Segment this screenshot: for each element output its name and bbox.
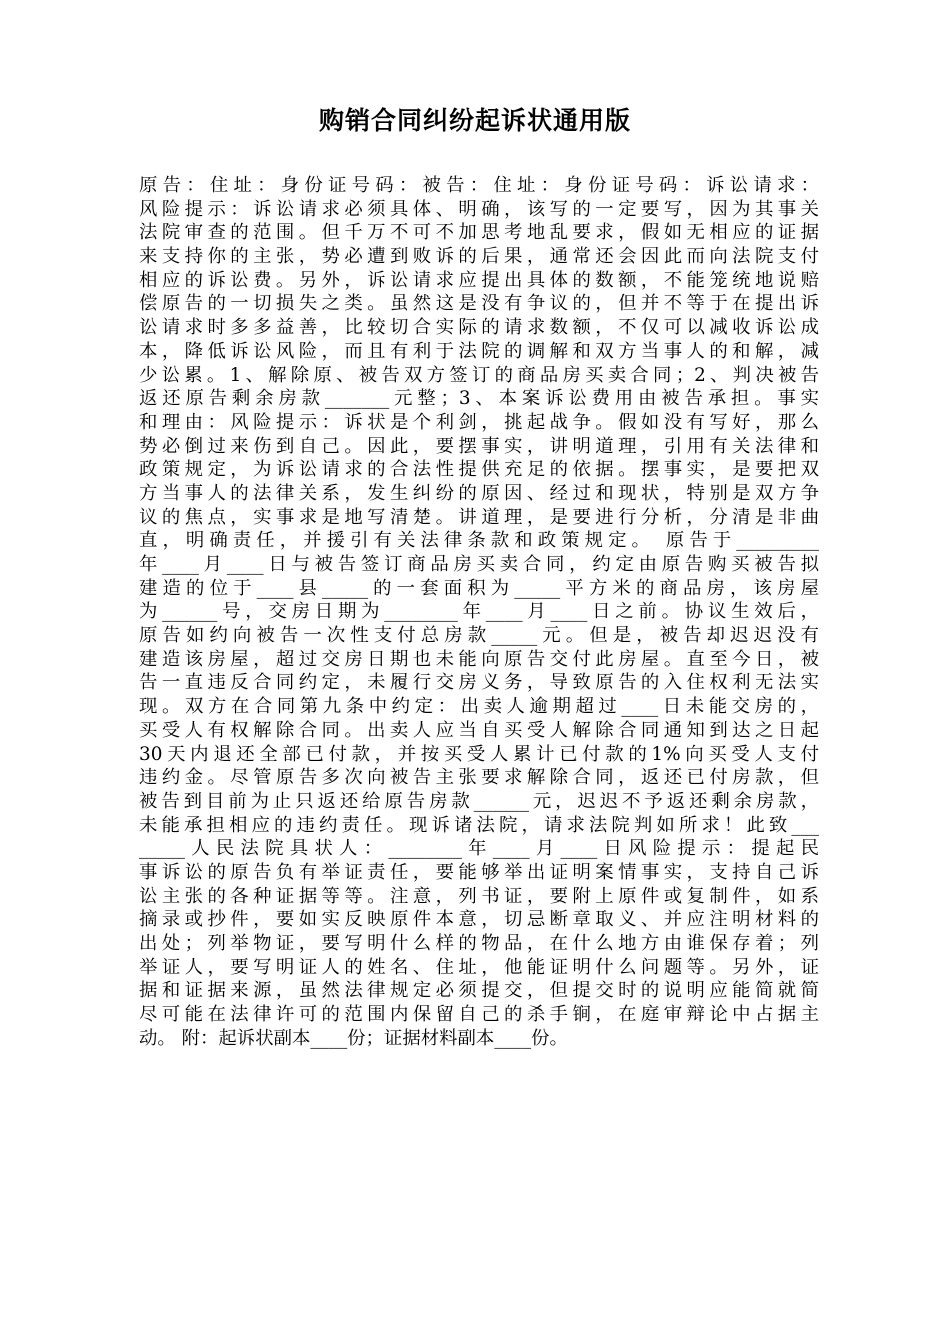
body-line: 30天内退还全部已付款，并按买受人累计已付款的1%向买受人支付 (139, 743, 819, 765)
body-line: 告一直违反合同约定，未履行交房义务，导致原告的入住权利无法实 (139, 672, 819, 694)
body-line: 举证人，要写明证人的姓名、住址，他能证明什么问题等。另外，证 (139, 956, 819, 978)
body-line: 买受人有权解除合同。出卖人应当自买受人解除合同通知到达之日起 (139, 719, 819, 741)
body-line: 讼主张的各种证据等等。注意，列书证，要附上原件或复制件，如系 (139, 885, 819, 907)
body-line: 势必倒过来伤到自己。因此，要摆事实，讲明道理，引用有关法律和 (139, 435, 819, 457)
body-line: 风险提示：诉讼请求必须具体、明确，该写的一定要写，因为其事关 (139, 198, 819, 220)
body-line: 政策规定，为诉讼请求的合法性提供充足的依据。摆事实，是要把双 (139, 459, 819, 481)
body-line: 摘录或抄件，要如实反映原件本意，切忌断章取义、并应注明材料的 (139, 909, 819, 931)
body-line: 讼请求时多多益善，比较切合实际的请求数额，不仅可以减收诉讼成 (139, 317, 819, 339)
body-line: 据和证据来源，虽然法律规定必须提交，但提交时的说明应能简就简 (139, 980, 819, 1002)
body-line: 来支持你的主张，势必遭到败诉的后果，通常还会因此而向法院支付 (139, 246, 819, 268)
body-line: 年____月____日与被告签订商品房买卖合同，约定由原告购买被告拟 (139, 554, 819, 575)
body-line: 现。双方在合同第九条中约定：出卖人逾期超过____日未能交房的， (139, 696, 819, 718)
body-line: 方当事人的法律关系，发生纠纷的原因、经过和现状，特别是双方争 (139, 482, 819, 504)
body-line: 被告到目前为止只返还给原告房款______元，迟迟不予返还剩余房款， (139, 790, 819, 812)
body-line: 法院审查的范围。但千万不可不加思考地乱要求，假如无相应的证据 (139, 222, 819, 244)
body-line: 动。 附：起诉状副本____份；证据材料副本____份。 (139, 1027, 568, 1049)
body-line: 尽可能在法律许可的范围内保留自己的杀手锏，在庭审辩论中占据主 (139, 1004, 819, 1026)
body-line: 违约金。尽管原告多次向被告主张要求解除合同，返还已付房款，但 (139, 767, 819, 789)
body-line: 建造的位于____县_____的一套面积为_____平方米的商品房，该房屋 (139, 577, 819, 599)
body-line: 返还原告剩余房款_______元整；3、本案诉讼费用由被告承担。事实 (139, 388, 819, 410)
document-title: 购销合同纠纷起诉状通用版 (318, 106, 631, 135)
body-line: 少讼累。1、解除原、被告双方签订的商品房买卖合同；2、判决被告 (139, 364, 819, 386)
body-line: 和理由：风险提示：诉状是个利剑，挑起战争。假如没有写好，那么 (139, 411, 819, 433)
body-line: 原告如约向被告一次性支付总房款_____元。但是，被告却迟迟没有 (139, 625, 819, 647)
body-line: 出处；列举物证，要写明什么样的物品，在什么地方由谁保存着；列 (139, 933, 819, 954)
body-line: 议的焦点，实事求是地写清楚。讲道理，是要进行分析，分清是非曲 (139, 506, 819, 528)
body-line: _____人民法院具状人：________年____月____日风险提示：提起民 (139, 838, 819, 860)
body-line: 本，降低诉讼风险，而且有利于法院的调解和双方当事人的和解，减 (139, 340, 819, 362)
body-line: 直，明确责任，并援引有关法律条款和政策规定。 原告于_________ (139, 530, 819, 552)
body-line: 未能承担相应的违约责任。现诉诸法院，请求法院判如所求！此致___ (139, 814, 819, 836)
body-line: 原告：住址：身份证号码：被告：住址：身份证号码：诉讼请求： (139, 175, 819, 196)
body-line: 相应的诉讼费。另外，诉讼请求应提出具体的数额，不能笼统地说赔 (139, 269, 819, 291)
body-line: 偿原告的一切损失之类。虽然这是没有争议的，但并不等于在提出诉 (139, 293, 819, 315)
body-line: 建造该房屋，超过交房日期也未能向原告交付此房屋。直至今日，被 (139, 648, 819, 670)
document-body (139, 174, 819, 1050)
body-line: 为______号，交房日期为________年____月____日之前。协议生效后， (139, 601, 819, 623)
body-line: 事诉讼的原告负有举证责任，要能够举出证明案情事实，支持自己诉 (139, 861, 819, 883)
